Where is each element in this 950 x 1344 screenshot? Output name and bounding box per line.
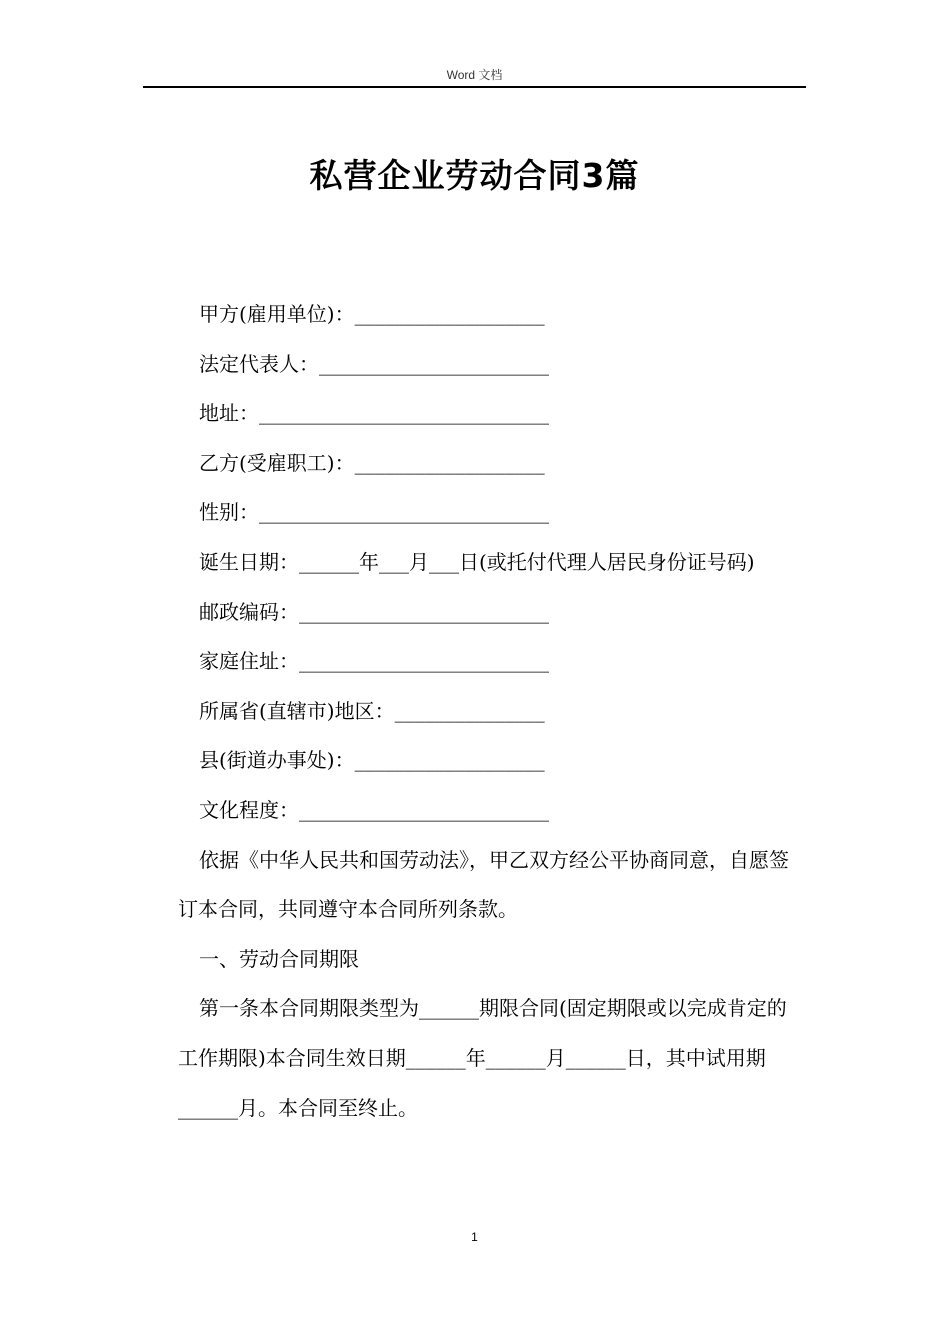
header-divider xyxy=(143,86,806,88)
field-party-a: 甲方(雇用单位)：___________________ xyxy=(199,302,545,326)
page-number: 1 xyxy=(471,1230,478,1244)
page-header-label: Word 文档 xyxy=(446,68,503,82)
field-province: 所属省(直辖市)地区：_______________ xyxy=(199,698,545,723)
field-gender: 性别：_____________________________ xyxy=(199,500,549,525)
field-address: 地址：_____________________________ xyxy=(199,401,549,426)
field-postal-code: 邮政编码：_________________________ xyxy=(199,599,549,624)
field-legal-representative: 法定代表人：_______________________ xyxy=(199,351,549,376)
field-party-b: 乙方(受雇职工)：___________________ xyxy=(199,450,545,475)
document-title: 私营企业劳动合同3篇 xyxy=(309,156,640,195)
field-home-address: 家庭住址：_________________________ xyxy=(199,649,549,674)
document-body xyxy=(178,290,798,1133)
paragraph-preamble: 依据《中华人民共和国劳动法》，甲乙双方经公平协商同意，自愿签订本合同，共同遵守本合同所列条款。 xyxy=(178,847,789,922)
field-birth-date: 诞生日期：______年___月___日(或托付代理人居民身份证号码) xyxy=(199,549,755,574)
field-county: 县(街道办事处)：___________________ xyxy=(199,748,545,773)
paragraph-article-1: 第一条本合同期限类型为______期限合同(固定期限或以完成肯定的工作期限)本合同生效日期______年______月______日，其中试用期______月。本合同至终止。 xyxy=(178,996,787,1120)
field-education: 文化程度：_________________________ xyxy=(199,797,549,822)
section-heading-term: 一、劳动合同期限 xyxy=(199,946,359,971)
